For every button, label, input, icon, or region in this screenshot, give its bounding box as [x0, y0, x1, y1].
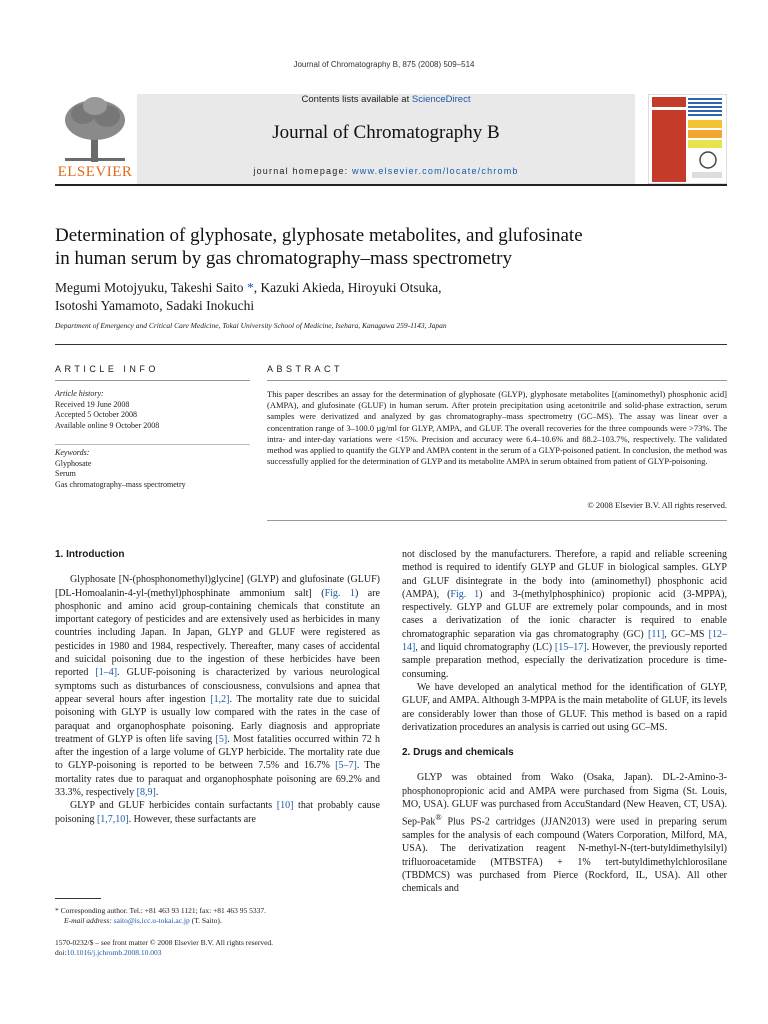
citation-link[interactable]: [10] — [276, 800, 294, 812]
section-heading: 1. Introduction — [55, 549, 125, 560]
paragraph: GLYP and GLUF herbicides contain surfactants [10] that probably cause poisoning [1,7,10]. However, these surfactants are — [55, 800, 380, 825]
journal-reference: Journal of Chromatography B, 875 (2008) 509–514 — [293, 60, 475, 69]
journal-homepage: journal homepage: www.elsevier.com/locate/chromb — [253, 166, 519, 176]
citation-link[interactable]: [5] — [215, 733, 228, 745]
paragraph: not disclosed by the manufacturers. Therefore, a rapid and reliable screening method is required to identify GLYP and GLUF in biological samples. GLYP and GLUF disintegrate in the body into (aminomethyl) phosphonic acid (AMPA), (Fig. 1) and 3-(methylphosphinico) propionic acid (3-MPPA), respectively. GLYP and GLUF are extremely polar compounds, and in most cases a derivatization of the ionic character is required to enable chromatographic separation via gas chromatography (GC) [11], GC–MS [12–14], and liquid chromatography (LC) [15–17]. However, the previously reported sample preparation method, especially the derivatization procedure is time-consuming. — [402, 549, 728, 680]
affiliation: Department of Emergency and Critical Care Medicine, Tokai University School of Medicine, Isehara, Kanagawa 259-1143, Japan — [55, 321, 447, 330]
keyword: Glyphosate — [55, 458, 92, 468]
paragraph: Glyphosate [N-(phosphonomethyl)glycine] (GLYP) and glufosinate (GLUF) [DL-Homoalanin-4-yl-(methyl)phosphinate ammonium salt] (Fig. 1) are phosphonic and amino acid group-containing chemicals that constitute an important category of pesticides and are extensively used as herbicides in many countries including Japan. In Japan, GLYP and GLUF were registered as pesticides in 1980 and 1984, respectively. Thereafter, many cases of accidental and suicidal poisoning due to the ingestion of these herbicides have been reported [1–4]. GLUF-poisoning is characterized by various neurological symptoms such as disturbances of consciousness, convulsions and apnea that appear several hours after ingestion [1,2]. The mortality rate due to suicidal poisoning with GLYP is usually low compared with the rates in the case of paraquat and organophosphate poisoning. Early diagnosis and appropriate treatment of GLYP is often life saving [5]. Most fatalities occurred within 72 h after the ingestion of a large volume of GLYP herbicide. The mortality rate due to GLYP-poisoning is reported to be between 7.5% and 16.7% [5–7]. The mortality rates due to paraquat and organophosphate poisoning are 69.2% and 33.3%, respectively [8,9]. — [55, 574, 381, 799]
divider — [267, 380, 727, 381]
citation-link[interactable]: [1–4] — [95, 667, 118, 679]
abstract-text: This paper describes an assay for the determination of glyphosate (GLYP), glyphosate metabolites [(aminomethyl) phosphonic acid] (AMPA), and glufosinate (GLUF) in human serum. After protein precipitation using acetonitrile and solid-phase extraction, serum samples were derivatized and analyzed by gas chromatography–mass spectrometry (GC–MS). The assay was linear over a concentration range of 3–100.0 µg/ml for GLYP, AMPA, and GLUF. The overall recoveries for the three compounds were >73%. The intra- and inter-day variations were <15%. Precision and accuracy were 6.4–10.6% and 88.2–103.7%, respectively. The validated method was applied to quantify the GLYP and AMPA content in the serum of a GLYP-poisoned patient. In conclusion, the method was successfully applied for the determination of GLYP and its metabolite AMPA in serum obtained from patient of GLYP-poisoning. — [267, 389, 727, 467]
divider — [55, 444, 250, 445]
figure-link[interactable]: Fig. 1 — [450, 588, 480, 600]
article-info-heading: ARTICLE INFO — [55, 364, 159, 374]
section-heading: 2. Drugs and chemicals — [402, 747, 514, 759]
article-history: Article history: Received 19 June 2008 Accepted 5 October 2008 Available online 9 October 2008 — [55, 389, 160, 430]
paragraph: GLYP was obtained from Wako (Osaka, Japan). DL-2-Amino-3-phosphonopropionic acid and AMPA were purchased from Sigma (St. Louis, MO, USA). GLUF was purchased from AccuStandard (New Heaven, CT, USA). Sep-Pak® Plus PS-2 cartridges (JJAN2013) were used in preparing serum samples for the analysis of each compound (Waters Corporation, Milford, MA, USA). The derivatization reagent N-methyl-N-(tert-butyldimethylsilyl) trifluoroacetamide (MTBSTFA) + 1% tert-butyldimethylchlorosilane (TBDMCS) was purchased from Pierce (Rockford, IL, USA). All other chemicals and — [402, 772, 727, 895]
masthead-rule — [55, 184, 727, 186]
divider — [55, 344, 727, 345]
masthead — [55, 94, 727, 190]
keyword: Serum — [55, 469, 76, 478]
abstract-heading: ABSTRACT — [267, 364, 344, 374]
body-column-right — [402, 548, 727, 895]
citation-link[interactable]: [1,2] — [210, 693, 230, 705]
footnote: * Corresponding author. Tel.: +81 463 93 1121; fax: +81 463 95 5337. E-mail address: saito@is.icc.u-tokai.ac.jp (T. Saito). — [55, 906, 267, 925]
email-link[interactable]: saito@is.icc.u-tokai.ac.jp — [113, 916, 190, 925]
citation-link[interactable]: [12–14] — [402, 628, 727, 654]
doi-link[interactable]: 10.1016/j.jchromb.2008.10.003 — [66, 948, 162, 957]
contents-available: Contents lists available at ScienceDirect — [301, 94, 471, 105]
article-title: Determination of glyphosate, glyphosate metabolites, and glufosinate in human serum by gas chromatography–mass spectrometry — [55, 225, 583, 269]
citation-link[interactable]: [5–7] — [335, 760, 357, 772]
citation-link[interactable]: [8,9] — [136, 787, 156, 799]
footnote-rule — [55, 898, 101, 899]
keyword: Gas chromatography–mass spectrometry — [55, 479, 186, 489]
divider — [267, 520, 727, 521]
keywords: Keywords: Glyphosate Serum Gas chromatography–mass spectrometry — [55, 448, 250, 490]
sciencedirect-link[interactable]: ScienceDirect — [411, 94, 471, 105]
citation-link[interactable]: [11] — [648, 628, 665, 640]
divider — [55, 380, 250, 381]
paragraph: We have developed an analytical method for the identification of GLYP, GLUF, and AMPA. Although 3-MPPA is the main metabolite of GLUF, its levels are considerably lower than those of GLUF. This method is based on a rapid derivatization procedures an analysis is carried out using GC–MS. — [402, 681, 727, 733]
citation-link[interactable]: [15–17] — [554, 642, 587, 654]
citation-link[interactable]: [1,7,10] — [96, 813, 129, 825]
elsevier-wordmark: ELSEVIER — [57, 164, 133, 180]
homepage-link[interactable]: www.elsevier.com/locate/chromb — [352, 166, 519, 176]
journal-title: Journal of Chromatography B — [272, 122, 500, 143]
corresponding-author-mark[interactable]: * — [243, 280, 254, 295]
figure-link[interactable]: Fig. 1 — [324, 587, 355, 599]
body-column-left — [55, 548, 380, 826]
author-list: Megumi Motojyuku, Takeshi Saito *, Kazuki Akieda, Hiroyuki Otsuka, Isotoshi Yamamoto, Sadaki Inokuchi — [55, 280, 442, 313]
journal-cover-thumbnail — [648, 94, 727, 184]
masthead-band — [137, 94, 635, 184]
issn-doi: 1570-0232/$ – see front matter © 2008 Elsevier B.V. All rights reserved. doi:10.1016/j.jchromb.2008.10.003 — [55, 938, 274, 957]
copyright: © 2008 Elsevier B.V. All rights reserved. — [587, 500, 727, 510]
